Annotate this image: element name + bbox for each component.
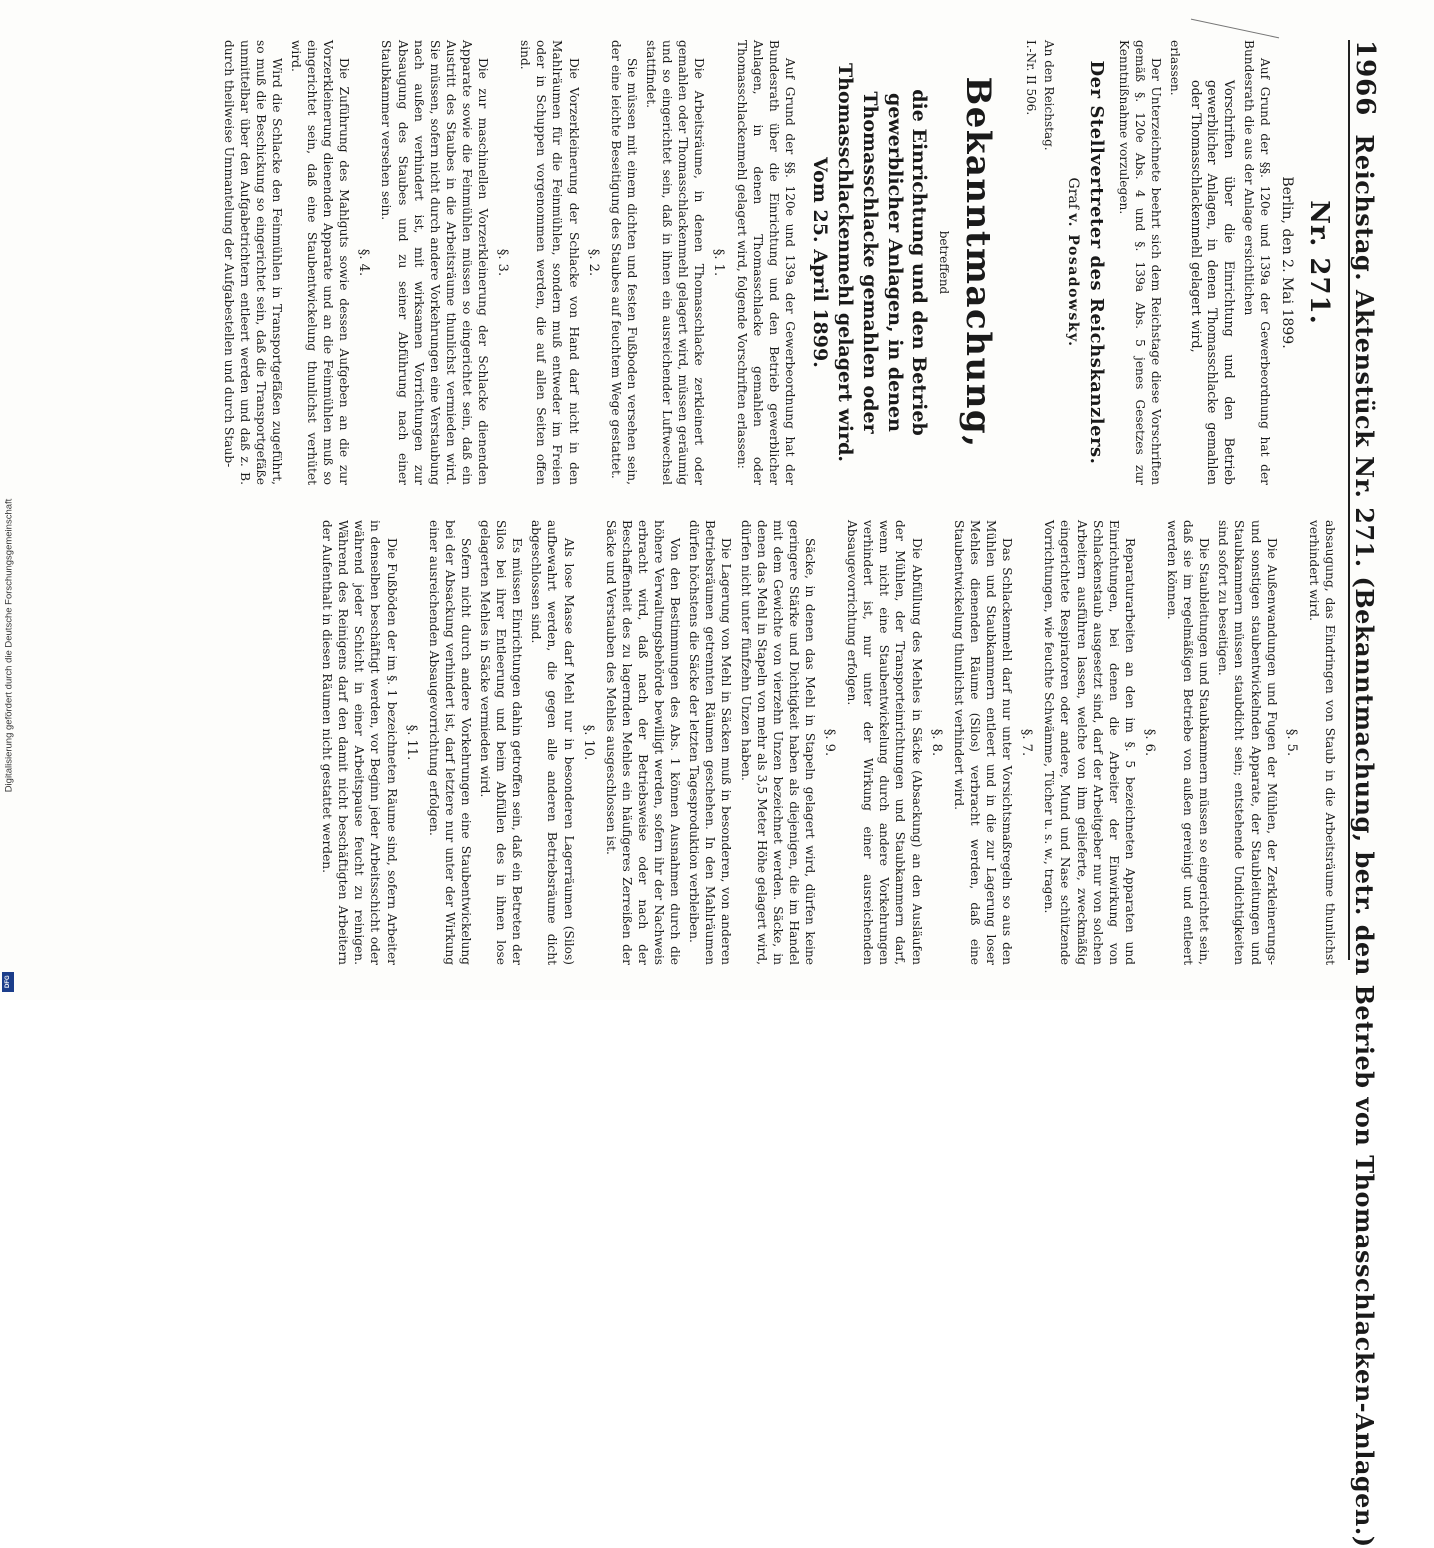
section-5-paragraph-a: Die Außenwandungen und Fugen der Mühlen, der Zerkleinerungs- und sonstigen staubentwickelnden Apparate, der Staubleitungen und Staubkammern müssen staubdicht sein; entstehende Undichtigkeiten sind sofort zu beseitigen. [1216, 520, 1279, 965]
section-9-paragraph-c: Von den Bestimmungen des Abs. 1 können Ausnahmen durch die höhere Verwaltungsbehörde bewilligt werden, sofern ihr der Nachweis erbracht wird, daß nach der Betriebsweise oder nach der Beschaffenheit des zu lagernden Mehles ein häufigeres Zerreißen der Säcke und Verstauben des Mehles ausgeschlossen ist. [603, 520, 683, 965]
addressee: An den Reichstag. [1041, 40, 1056, 151]
section-10-paragraph-a: Als lose Masse darf Mehl nur in besonderen Lagerräumen (Silos) aufbewahrt werden, die gegen alle anderen Betriebsräume dicht abgeschlossen sind. [529, 520, 576, 965]
deputy-title: Der Stellvertreter des Reichskanzlers. [1085, 60, 1107, 465]
section-4-paragraph-b: Wird die Schlacke den Feinmühlen in Transportgefäßen zugeführt, so muß die Beschickung so eingerichtet sein, daß die Transportgefäße unmittelbar über den Aufgabetrichtern entleert werden und daß z. B. durch theilweise Ummantelung der Aufgabestellen und durch Staub- [221, 40, 284, 485]
section-5-paragraph-b: Die Staubleitungen und Staubkammern müssen so eingerichtet sein, daß sie im regelmäßigen Betriebe von außen gereinigt und entleert werden können. [1165, 520, 1212, 965]
continued-paragraph: absaugung, das Eindringen von Staub in die Arbeitsräume thunlichst verhindert wird. [1306, 520, 1337, 965]
section-2-heading: §. 2. [585, 248, 601, 277]
section-11-paragraph: Die Fußböden der im §. 1 bezeichneten Räume sind, sofern Arbeiter in denselben beschäftigt werden, vor Beginn jeder Arbeitsschicht oder während jeder Schicht in einer Arbeitspause feucht zu reinigen. Während des Reinigens darf den damit nicht beschäftigten Arbeitern der Aufenthalt in diesen Räumen nicht gestattet werden. [320, 520, 399, 965]
indented-title: Vorschriften über die Einrichtung und den Betrieb gewerblicher Anlagen, in denen Thomasschlacke gemahlen oder Thomasschlackenmehl gelagert wird, [1188, 80, 1238, 485]
reference-number: I.-Nr. II 506. [1023, 40, 1038, 116]
section-6-heading: §. 6. [1142, 728, 1157, 757]
signer-name: v. Posadowsky. [1065, 213, 1082, 348]
right-column [316, 520, 1338, 965]
document-number: Nr. 271. [1304, 200, 1334, 325]
page-number: 1966 [1350, 40, 1380, 117]
section-4-paragraph-a: Die Zuführung des Mahlguts sowie dessen Aufgeben an die zur Vorzerkleinerung dienenden Apparate und an die Feinmühlen muß so eingerichtet sein, daß eine Staubentwickelung thunlichst verhütet wird. [288, 40, 352, 485]
section-3-paragraph: Die zur maschinellen Vorzerkleinerung der Schlacke dienenden Apparate sowie die Feinmühlen müssen so eingerichtet sein, daß ein Austritt des Staubes in die Arbeitsräume thunlichst vermieden wird. Sie müssen, sofern nicht durch andere Vorkehrungen eine Verstaubung nach außen verhindert ist, mit wirksamen Vorrichtungen zur Absaugung des Staubes und zu seiner Abführung nach einer Staubkammer versehen sein. [379, 40, 491, 485]
section-1-paragraph-a: Die Arbeitsräume, in denen Thomasschlacke zerkleinert oder gemahlen oder Thomasschlackenmehl gelagert wird, müssen geräumig und so eingerichtet sein, daß in ihnen ein ausreichender Luftwechsel stattfindet. [644, 40, 707, 485]
left-column [217, 40, 1338, 485]
section-7-heading: §. 7. [1019, 728, 1035, 757]
section-1-heading: §. 1. [711, 248, 727, 277]
section-10-paragraph-c: Sofern nicht durch andere Vorkehrungen eine Staubentwickelung bei der Absackung verhindert ist, darf letztere nur unter der Wirkung einer ausreichenden Absaugevorrichtung erfolgen. [426, 520, 474, 965]
running-title: Reichstag. Aktenstück Nr. 271. (Bekanntmachung, betr. den Betrieb von Thomasschlacken-Anlagen.) [1350, 134, 1379, 1548]
section-4-heading: §. 4. [356, 248, 372, 277]
announcement-subtitle: die Einrichtung und den Betrieb gewerblicher Anlagen, in denen Thomasschlacke gemahlen oder Thomasschlackenmehl gelagert wird. Vom 25. April 1899. [809, 63, 931, 462]
section-2-paragraph: Die Vorzerkleinerung der Schlacke von Hand darf nicht in den Mahlräumen für die Feinmühlen, sondern muß entweder im Freien oder in Schuppen vorgenommen werden, die auf allen Seiten offen sind. [518, 40, 581, 485]
section-10-heading: §. 10. [580, 724, 596, 761]
intro-paragraph: Auf Grund der §§. 120e und 139a der Gewerbeordnung hat der Bundesrath die aus der Anlage ersichtlichen [1242, 40, 1273, 485]
funding-note [2, 300, 16, 990]
submission-paragraph: Der Unterzeichnete beehrt sich dem Reichstage diese Vorschriften gemäß §. 120e Abs. 4 und §. 139a Abs. 5 jenes Gesetzes zur Kenntnißnahme vorzulegen. [1116, 40, 1164, 485]
dateline: Berlin, den 2. Mai 1899. [1278, 176, 1295, 349]
section-9-heading: §. 9. [822, 728, 838, 757]
section-9-paragraph-a: Säcke, in denen das Mehl in Stapeln gelagert wird, dürfen keine geringere Stärke und Dichtigkeit haben als diejenigen, die im Handel mit dem Gewichte von vierzehn Unzen bezeichnet werden. Säcke, in denen das Mehl in Stapeln von mehr als 3,5 Meter Höhe gelagert wird, dürfen nicht unter fünfzehn Unzen haben. [738, 520, 817, 965]
section-7-paragraph: Das Schlackenmehl darf nur unter Vorsichtsmaßregeln so aus den Mühlen und Staubkammern entleert und in die zur Lagerung loser Mehles dienenden Räume (Silos) verbracht werden, daß eine Staubentwickelung thunlichst verhindert wird. [951, 520, 1015, 965]
dfg-logo-icon: DFG [2, 972, 14, 992]
announcement-title: Bekanntmachung, [957, 76, 998, 449]
section-9-paragraph-b: Die Lagerung von Mehl in Säcken muß in besonderen, von anderen Betriebsräumen getrennten Räumen geschehen. In den Mahlräumen dürfen höchstens die Säcke der letzten Tagesproduktion verbleiben. [687, 520, 734, 965]
erlassen-text: erlassen. [1168, 40, 1183, 96]
section-5-heading: §. 5. [1283, 728, 1299, 757]
signature [1064, 40, 1082, 485]
preamble-paragraph: Auf Grund der §§. 120e und 139a der Gewerbeordnung hat der Bundesrath über die Einrichtung und den Betrieb gewerblicher Anlagen, in denen Thomasschlacke gemahlen oder Thomasschlackenmehl gelagert wird, folgende Vorschriften erlassen: [734, 40, 797, 485]
section-6-paragraph: Reparaturarbeiten an den im §. 5 bezeichneten Apparaten und Einrichtungen, bei denen die Arbeiter der Einwirkung von Schlackenstaub ausgesetzt sind, darf der Arbeitgeber nur von solchen Arbeitern ausführen lassen, welche von ihm gelieferte, zweckmäßig eingerichtete Respiratoren oder andere, Mund und Nase schützende Vorrichtungen, wie feuchte Schwämme, Tücher u. s. w., tragen. [1042, 520, 1137, 965]
betreffend-label: betreffend [937, 230, 952, 295]
page-header [1348, 40, 1390, 1548]
section-1-paragraph-b: Sie müssen mit einem dichten und festen Fußboden versehen sein, der eine leichte Beseitigung des Staubes auf feuchtem Wege gestattet. [608, 40, 639, 485]
section-8-paragraph: Die Abfüllung des Mehles in Säcke (Absackung) an den Ausläufen der Mühlen, der Transporteinrichtungen und Staubkammern darf, wenn nicht eine Staubentwickelung durch andere Vorkehrungen verhindert ist, nur unter der Wirkung einer ausreichenden Absaugevorrichtung erfolgen. [845, 520, 924, 965]
section-11-heading: §. 11. [403, 724, 419, 761]
section-8-heading: §. 8. [928, 728, 944, 757]
section-10-paragraph-b: Es müssen Einrichtungen dahin getroffen sein, daß ein Betreten der Silos bei ihrer Entleerung und beim Abfüllen des in ihnen lose gelagerten Mehles in Säcke vermieden wird. [478, 520, 525, 965]
signer-prefix: Graf [1065, 177, 1082, 209]
funding-note-text: Digitalisierung gefördert durch die Deutsche Forschungsgemeinschaft [3, 498, 15, 792]
section-3-heading: §. 3. [495, 248, 511, 277]
